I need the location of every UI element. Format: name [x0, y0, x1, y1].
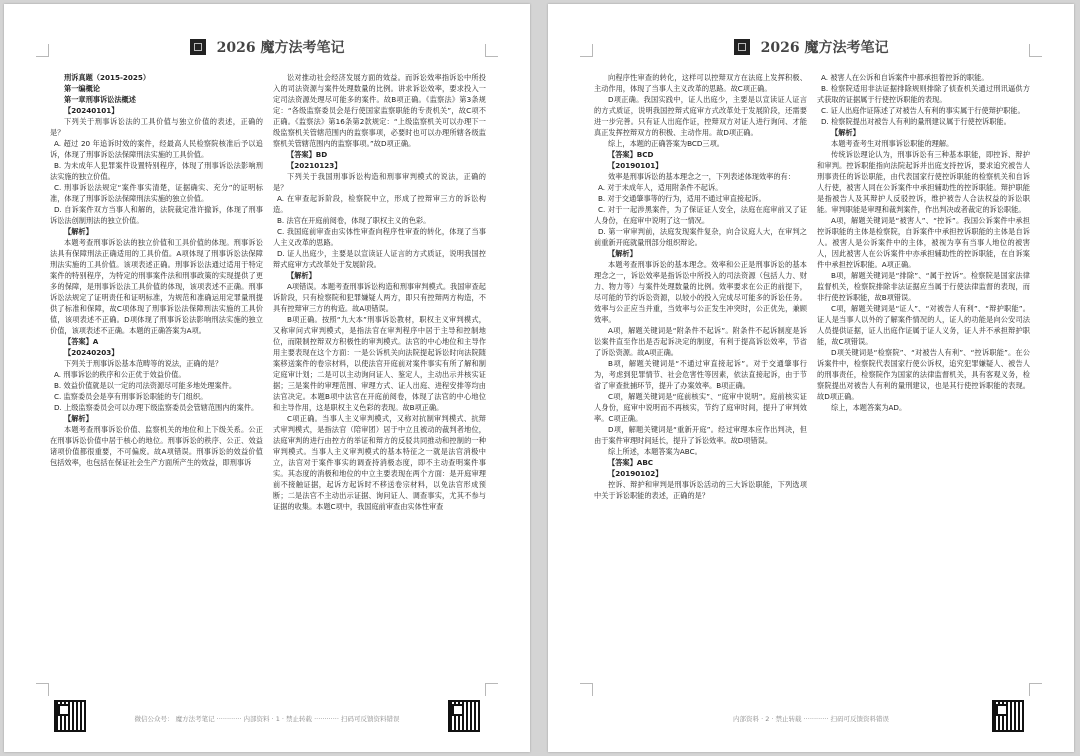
- paragraph: D. 检察院提出对被告人有利的量刑建议属于行使控诉职能。: [821, 117, 1011, 126]
- paragraph: 第一编概论: [64, 84, 100, 93]
- paragraph: A. 超过 20 年追诉时效的案件，经最高人民检察院核准后予以追诉，体现了刑事诉讼法保障刑法实施的工具价值。: [50, 139, 263, 159]
- paragraph: B. 为未成年人犯罪案件设置特别程序，体现了刑事诉讼法影响刑法实施的独立价值。: [50, 161, 263, 181]
- paragraph: C. 刑事诉讼法规定“案件事实清楚，证据确实、充分”的证明标准，体现了刑事诉讼法保障刑法实施的独立价值。: [50, 183, 263, 203]
- paragraph: B. 法官在开庭前阅卷，体现了职权主义的色彩。: [277, 216, 431, 225]
- crop-mark: [485, 683, 498, 696]
- paragraph: 下列关于刑事诉讼基本范畴等的说法，正确的是？: [64, 359, 223, 368]
- paragraph: D项，解题关键词是“重新开庭”。经过审理本应作出判决，但由于案件审理时间延长，提升了诉讼效率。故D项错误。: [594, 425, 807, 445]
- paragraph: C项正确。当事人主义审判模式，又称对抗制审判模式、抗辩式审判模式，是指法官（陪审团）居于中立且被动的裁判者地位，法庭审判的进行由控方的举证和辩方的反驳共同推动和控制的一种审判模式。当事人主义审判模式的基本特征之一就是法官消极中立，法官对于案件事实的调查持消极态度，即不主动查明案件事实。其态度的消极和地位的中立主要表现在两个方面：是开庭审理前不接触证据，起诉方起诉时不移送卷宗材料，以免法官形成预断；二是法官不主动出示证据、询问证人、调查事实，尤其不参与证据的收集。本题C项中，我国庭前审查由实体性审查: [273, 414, 486, 511]
- paragraph: 第一章刑事诉讼法概述: [64, 95, 136, 104]
- paragraph: 【解析】: [64, 414, 93, 423]
- paragraph: D. 证人出庭少，主要是以宣读证人证言的方式质证，说明我国控辩式庭审方式改革处于发展阶段。: [273, 249, 486, 269]
- paragraph: 【20240203】: [64, 348, 119, 357]
- paragraph: 刑诉真题（2015-2025）: [64, 73, 151, 82]
- footer-text: 微信公众号： 魔方法考笔记 ············ 内部资料 · 1 · 禁止转载 ············ 扫码可反馈资料错误: [134, 715, 400, 723]
- paragraph: D项关键词是“检察院”、“对被告人有利”、“控诉职能”。在公诉案件中，检察院代表国家行使公诉权，追究犯罪嫌疑人、被告人的刑事责任，检察院作为国家的法律监督机关，具有客观义务，检察院提出对被告人有利的量刑建议，也是其行使控诉职能的表现。故D项正确。: [817, 348, 1030, 401]
- paragraph: A. 在审查起诉阶段，检察院中立，形成了控辩审三方的诉讼构造。: [273, 194, 486, 214]
- paragraph: B. 效益价值就是以一定的司法资源尽可能多地处理案件。: [54, 381, 237, 390]
- page-body: [594, 72, 1030, 676]
- qr-code-icon: [54, 700, 86, 732]
- paragraph: C. 证人出庭作证陈述了对被告人有利的事实属于行使辩护职能。: [821, 106, 1025, 115]
- paragraph: A. 对于未成年人，适用附条件不起诉。: [598, 183, 723, 192]
- column-right: [817, 72, 1030, 676]
- column-left: [594, 72, 807, 676]
- paragraph: B. 检察院适用非法证据排除规则排除了侦查机关通过刑讯逼供方式获取的证据属于行使控诉职能的表现。: [817, 84, 1030, 104]
- paragraph: A. 被害人在公诉和自诉案件中都承担着控诉的职能。: [821, 73, 989, 82]
- paragraph: C. 我国庭前审查由实体性审查向程序性审查的转化，体现了当事人主义改革的思路。: [273, 227, 486, 247]
- paragraph: 讼对推动社会经济发展方面的效益。而诉讼效率指诉讼中所投入的司法资源与案件处理数量的比例。讲求诉讼效率，要求投入一定司法资源处理尽可能多的案件。故B项正确。《监察法》第3条规定：“各级监察委员会是行使国家监察职能的专责机关”，故C项不正确。《监察法》第16条第2款规定：“上级监察机关可以办理下一级监察机关管辖范围内的监察事项，必要时也可以办理所辖各级监察机关管辖范围内的监察事项。”故D项正确。: [273, 73, 486, 148]
- paragraph: 下列关于我国刑事诉讼构造和刑事审判模式的说法，正确的是？: [273, 172, 486, 192]
- paragraph: B项，解题关键词是“不通过审直接起诉”。对于交通肇事行为，考虑到犯罪情节、社会危害性等因素，依法直接起诉，由于节省了审查批捕环节，提升了办案效率。B项正确。: [594, 359, 807, 390]
- paragraph: 【答案】A: [64, 337, 99, 346]
- page-body: [50, 72, 486, 676]
- paragraph: C. 监察委员会是享有刑事诉讼职能的专门组织。: [54, 392, 208, 401]
- page-footer: [44, 700, 490, 734]
- paragraph: 【解析】: [608, 249, 637, 258]
- paragraph: 本题考查刑事诉讼的基本理念。效率和公正是刑事诉讼的基本理念之一，诉讼效率是指诉讼中所投入的司法资源（包括人力、财力、物力等）与案件处理数量的比例。效率要求在公正的前提下，尽可能的节约诉讼资源，以较小的投入完成尽可能多的诉讼任务。效率与公正应当并重，当效率与公正发生冲突时，公正优先，兼顾效率。: [594, 260, 807, 324]
- cube-logo-icon: [734, 39, 750, 55]
- paragraph: 下列关于刑事诉讼法的工具价值与独立价值的表述，正确的是？: [50, 117, 263, 137]
- paragraph: C项，解题关键词是“证人”、“对被告人有利”、“辩护职能”。证人是当事人以外的了解案件情况的人，证人的功能是向公安司法人员提供证据，证人出庭作证属于证人义务，证人并不承担辩护职能，故C项错误。: [817, 304, 1030, 346]
- paragraph: 传统诉讼理论认为，刑事诉讼有三种基本职能，即控诉、辩护和审判。控诉职能指向法院起诉并出庭支持控诉，要求追究被告人刑事责任的诉讼职能，由代表国家行使控诉职能的检察机关和自诉人行使，被害人同在公诉案件中承担辅助性的控诉职能。辩护职能是指被告人及其辩护人反驳控诉，维护被告人合法权益的诉讼职能。审判职能是审理和裁判案件，作出判决或者裁定的诉讼职能。: [817, 150, 1030, 214]
- paragraph: 本题考查考生对刑事诉讼职能的理解。: [831, 139, 954, 148]
- paragraph: 控诉、辩护和审判是刑事诉讼活动的三大诉讼职能，下列选项中关于诉讼职能的表述，正确的是？: [594, 480, 807, 500]
- page-footer: [588, 700, 1034, 734]
- paragraph: 本题考查刑事诉讼法的独立价值和工具价值的体现。刑事诉讼法具有保障刑法正确适用的工具价值。A项体现了刑事诉讼法保障刑法实施的工具价值。该项表述正确。刑事诉讼法通过适用于特定案件的特别程序，为特定的刑事案件法和刑事政策的实现提供了更多的保障，是刑事诉讼法工具价值的体现，该项表述不正确。刑事诉讼法规定了证明责任和证明标准，为规范和准确运用定罪量刑提供了标准和保障，故C项体现了刑事诉讼法保障刑法实施的工具价值，该项表述不正确。D项体现了刑事诉讼法影响刑法实施的独立价值，该项表述不正确。本题的正确答案为A项。: [50, 238, 263, 335]
- paragraph: 【答案】BD: [287, 150, 328, 159]
- paragraph: 【解析】: [287, 271, 316, 280]
- paragraph: 【20190101】: [608, 161, 663, 170]
- paragraph: A项，解题关键词是“附条件不起诉”。附条件不起诉制度是诉讼案件直至作出是否起诉决定的制度，有利于提高诉讼效率，节省了诉讼资源。故A项正确。: [594, 326, 807, 357]
- paragraph: D项正确。我国实践中，证人出庭少，主要是以宣读证人证言的方式质证，说明我国控辩式庭审方式改革处于发展阶段，还需要进一步完善。只有证人出庭作证，控辩双方对证人进行询问、才能真正发挥控辩双方的积极、主动作用。故D项正确。: [594, 95, 807, 137]
- paragraph: C项，解题关键词是“庭前核实”、“庭审中说明”。庭前核实证人身份，庭审中说明而不再核实，节约了庭审时间，提升了审判效率。C项正确。: [594, 392, 807, 423]
- paragraph: A项错误。本题考查刑事诉讼构造和刑事审判模式。我国审查起诉阶段，只有检察院和犯罪嫌疑人两方，即只有控辩两方构造，不具有控辩审三方的构造。故A项错误。: [273, 282, 486, 313]
- page-header: [548, 36, 1074, 58]
- header-title: 2026 魔方法考笔记: [216, 39, 345, 56]
- paragraph: B项正确。按照“九大本”刑事诉讼教材，职权主义审判模式，又称审问式审判模式，是指法官在审判程序中居于主导和控制地位，而限制控辩双方积极性的审判模式。法官的中心地位和主导作用主要表现在这个方面：一是公诉机关向法院提起诉讼时向法院随案移送案件的卷宗材料，以使法官开庭前对案件事实有所了解和制定庭审计划；二是可以主动询问证人、鉴定人，主动出示并核实证据；三是案件的审理范围、审理方式、证人出庭、进程安排等均由法官决定。本题B项中法官在开庭前阅卷，体现了法官的中心地位和主导作用，这是职权主义色彩的表现。故B项正确。: [273, 315, 486, 412]
- column-right: [273, 72, 486, 676]
- cube-logo-icon: [190, 39, 206, 55]
- crop-mark: [1029, 683, 1042, 696]
- paragraph: 【20210123】: [287, 161, 342, 170]
- paragraph: B项，解题关键词是“排除”、“属于控诉”。检察院是国家法律监督机关，检察院排除非法证据应当属于行使法律监督的表现，而非行使控诉职能，故B项错误。: [817, 271, 1030, 302]
- qr-code-icon: [992, 700, 1024, 732]
- paragraph: 效率是刑事诉讼的基本理念之一，下列表述体现效率的有：: [608, 172, 795, 181]
- paragraph: D. 第一审审判前，法庭发现案件复杂，向合议庭人大，在审判之前重新开庭就量刑部分组织辩论。: [594, 227, 807, 247]
- paragraph: C. 对于一起涉黑案件，为了保证证人安全，法庭在庭审前又了证人身份，在庭审中说明了这一情况。: [594, 205, 807, 225]
- paragraph: D. 上级监察委员会可以办理下级监察委员会管辖范围内的案件。: [54, 403, 259, 412]
- header-title: 2026 魔方法考笔记: [760, 39, 889, 56]
- document-page-1: [4, 4, 530, 752]
- paragraph: 综上所述，本题答案为ABC。: [608, 447, 702, 456]
- paragraph: A项，解题关键词是“被害人”、“控诉”。我国公诉案件中承担控诉职能的主体是检察院，自诉案件中承担控诉职能的主体是自诉人。被害人是公诉案件中的主体，被视为享有当事人地位的被害人，因此被害人在公诉案件中亦承担辅助性的控诉职能，在自诉案件中承担控诉职能。A项正确。: [817, 216, 1030, 269]
- document-page-2: [548, 4, 1074, 752]
- qr-code-icon: [448, 700, 480, 732]
- crop-mark: [580, 683, 593, 696]
- paragraph: 综上，本题答案为AD。: [831, 403, 907, 412]
- page-header: [4, 36, 530, 58]
- paragraph: 【答案】ABC: [608, 458, 654, 467]
- paragraph: 【20240101】: [64, 106, 119, 115]
- paragraph: A. 刑事诉讼的秩序和公正优于效益价值。: [54, 370, 186, 379]
- paragraph: B. 对于交通肇事等的行为，适用不通过审直接起诉。: [598, 194, 766, 203]
- paragraph: 【答案】BCD: [608, 150, 654, 159]
- crop-mark: [36, 683, 49, 696]
- paragraph: D. 自诉案件双方当事人和解的，法院裁定准许撤诉，体现了刑事诉讼法创制刑法的独立价值。: [50, 205, 263, 225]
- paragraph: 【解析】: [831, 128, 860, 137]
- paragraph: 【解析】: [64, 227, 93, 236]
- column-left: [50, 72, 263, 676]
- paragraph: 综上，本题的正确答案为BCD三项。: [608, 139, 724, 148]
- paragraph: 【20190102】: [608, 469, 663, 478]
- paragraph: 本题考查刑事诉讼价值、监察机关的地位和上下级关系。公正在刑事诉讼价值中居于核心的地位。刑事诉讼的秩序、公正、效益诸项价值都很重要，不可偏废。故A项错误。刑事诉讼的效益价值包括效率，也包括在保证社会生产方面所产生的效益，即刑事诉: [50, 425, 263, 467]
- paragraph: 向程序性审查的转化，这样可以控辩双方在法庭上发挥积极、主动作用，体现了当事人主义改革的思路。故C项正确。: [594, 73, 807, 93]
- footer-text: 内部资料 · 2 · 禁止转载 ············ 扫码可反馈资料错误: [733, 715, 889, 723]
